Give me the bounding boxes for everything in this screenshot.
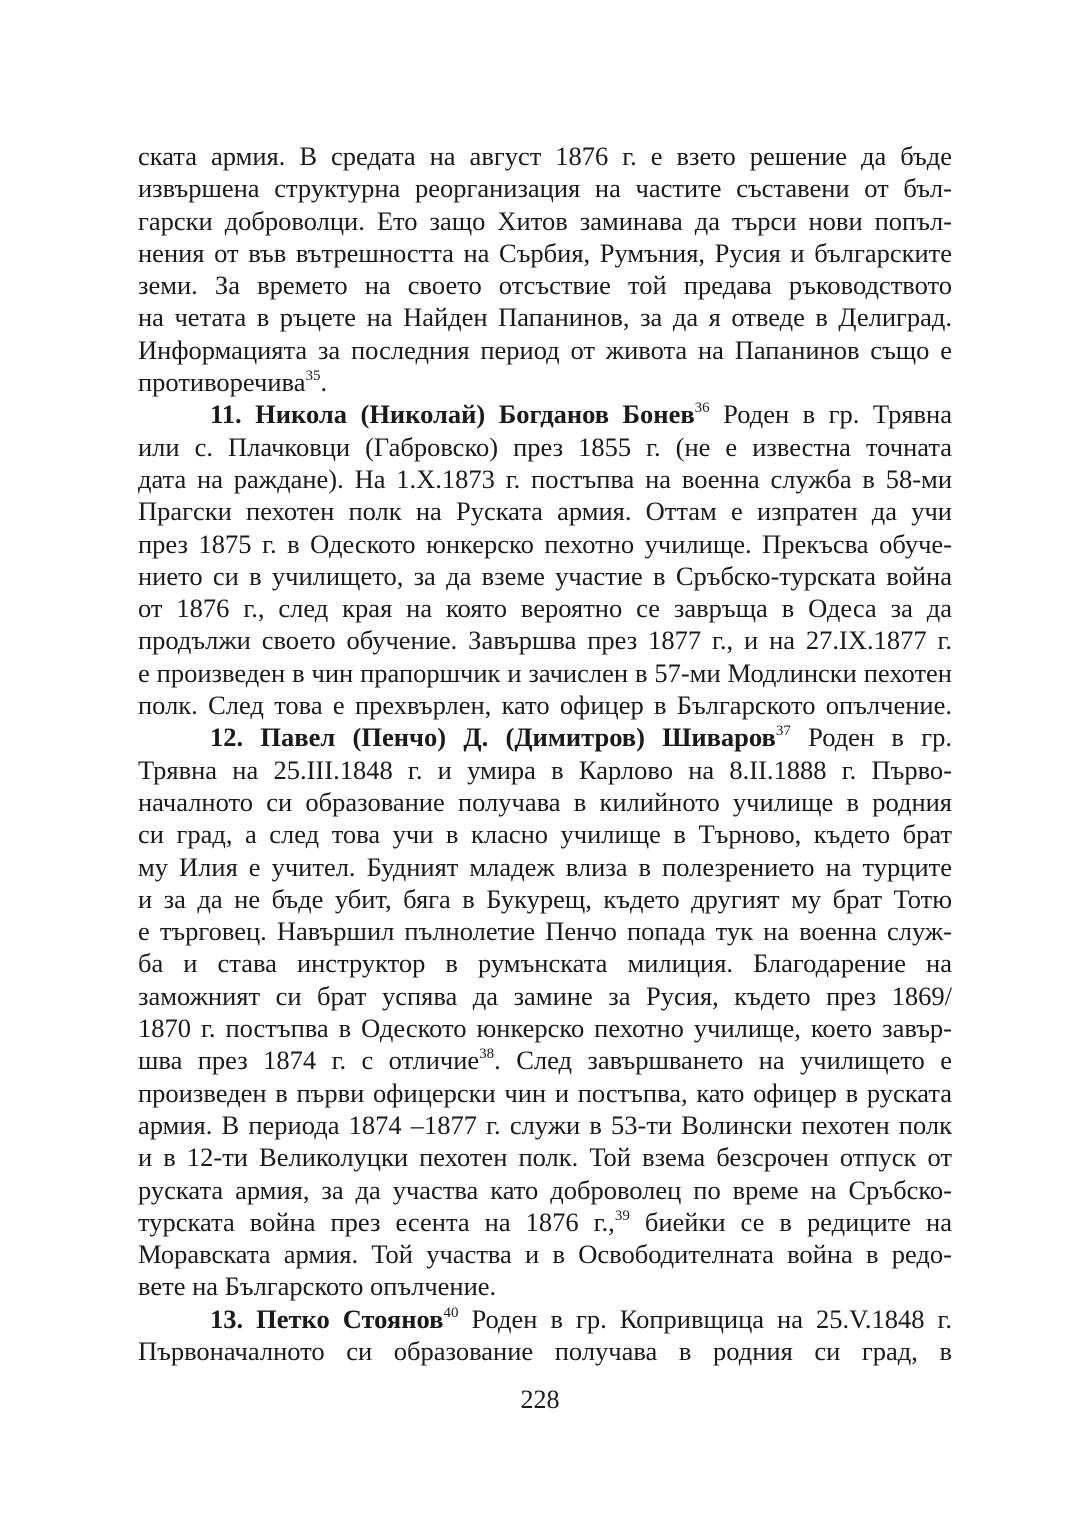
paragraph-2 [138, 398, 952, 721]
text-line: дата на раждане). На 1.Х.1873 г. постъпва на военна служба в 58-ми [138, 463, 952, 494]
text-line: Информацията за последния период от живота на Папанинов също е [138, 334, 952, 365]
text-line: и в 12-ти Великолуцки пехотен полк. Той взема безсрочен отпуск от [138, 1142, 952, 1173]
text-line: ба и става инструктор в румънската милиция. Благодарение на [138, 948, 952, 979]
text-span: Роден в гр. Копривщица на 25.V.1848 г. [458, 1303, 952, 1334]
text-line: на четата в ръцете на Найден Папанинов, за да я отведе в Делиград. [138, 302, 952, 333]
paragraph-3 [138, 721, 952, 1302]
footnote-ref: 37 [775, 723, 791, 740]
text-line: вете на Българското опълчение. [138, 1271, 497, 1302]
text-span: Роден в гр. Трявна [709, 399, 952, 430]
text-line: от 1876 г., след края на която вероятно се завръща в Одеса за да [138, 593, 952, 624]
text-line: руската армия, за да участва като доброволец по време на Сръбско- [138, 1174, 952, 1205]
text-line: Прагски пехотен полк на Руската армия. Оттам е изпратен да учи [138, 496, 952, 527]
text-line [138, 1044, 952, 1076]
text-line: земи. За времето на своето отсъствие той предава ръководството [138, 270, 952, 301]
text-span: биейки се в редиците на [629, 1206, 952, 1237]
footnote-ref: 38 [479, 1046, 495, 1063]
entry-heading: 11. Никола (Николай) Богданов Бонев [210, 399, 695, 430]
text-line: и за да не бъде убит, бяга в Букурещ, където другият му брат Тотю [138, 883, 952, 914]
text-span: противоречива [138, 367, 306, 398]
page-body [138, 140, 952, 1367]
text-span: . [320, 367, 328, 398]
text-line: нието си в училището, за да вземе участие в Сръбско-турската война [138, 560, 952, 591]
footnote-ref: 39 [614, 1207, 630, 1224]
page-number: 228 [520, 1385, 560, 1414]
footnote-ref: 35 [305, 368, 321, 385]
text-line [138, 1206, 952, 1238]
text-line: извършена структурна реорганизация на частите съставени от бъл- [138, 173, 952, 204]
text-line: началното си образование получава в килийното училище в родния [138, 786, 952, 817]
text-line: 1870 г. постъпва в Одеското юнкерско пехотно училище, което завър- [138, 1013, 952, 1044]
text-span: Роден в гр. [790, 722, 952, 753]
text-line: полк. След това е прехвърлен, като офицер в Българското опълчение. [138, 690, 952, 721]
text-line: армия. В периода 1874 –1877 г. служи в 53-ти Волински пехотен полк [138, 1109, 952, 1140]
text-line: гарски доброволци. Ето защо Хитов заминава да търси нови попъл- [138, 205, 952, 236]
text-line [138, 398, 952, 430]
text-line: Първоначалното си образование получава в родния си град, в [138, 1335, 952, 1366]
text-line: заможният си брат успява да замине за Русия, където през 1869/ [138, 980, 952, 1011]
entry-heading: 12. Павел (Пенчо) Д. (Димитров) Шиваров [210, 722, 776, 753]
text-line: си град, а след това учи в класно училище в Търново, където брат [138, 819, 952, 850]
text-span: турската война през есента на 1876 г., [138, 1206, 615, 1237]
text-line: нения от във вътрешността на Сърбия, Румъния, Русия и българските [138, 237, 952, 268]
text-line: е произведен в чин прапоршчик и зачислен в 57-ми Модлински пехотен [138, 657, 952, 688]
footnote-ref: 36 [694, 400, 710, 417]
text-line [138, 1303, 952, 1335]
paragraph-1 [138, 140, 952, 398]
text-line: ската армия. В средата на август 1876 г. е взето решение да бъде [138, 141, 952, 171]
text-line: му Илия е учител. Будният младеж влиза в полезрението на турците [138, 851, 952, 882]
text-line: Трявна на 25.III.1848 г. и умира в Карлово на 8.II.1888 г. Първо- [138, 754, 952, 785]
text-line: Моравската армия. Той участва и в Освободителната война в редо- [138, 1239, 952, 1270]
text-line: е търговец. Навършил пълнолетие Пенчо попада тук на военна служ- [138, 916, 952, 947]
text-line: или с. Плачковци (Габровско) през 1855 г. (не е известна точната [138, 431, 952, 462]
entry-heading: 13. Петко Стоянов [210, 1303, 444, 1334]
text-span: . След завършването на училището е [494, 1045, 952, 1076]
paragraph-4 [138, 1303, 952, 1368]
footnote-ref: 40 [443, 1304, 459, 1321]
text-line: произведен в първи офицерски чин и постъпва, като офицер в руската [138, 1077, 952, 1108]
text-line: през 1875 г. в Одеското юнкерско пехотно училище. Прекъсва обуче- [138, 528, 952, 559]
text-span: шва през 1874 г. с отличие [138, 1045, 480, 1076]
text-line: продължи своето обучение. Завършва през 1877 г., и на 27.IX.1877 г. [138, 625, 952, 656]
text-line [138, 721, 952, 753]
text-line [138, 366, 952, 398]
